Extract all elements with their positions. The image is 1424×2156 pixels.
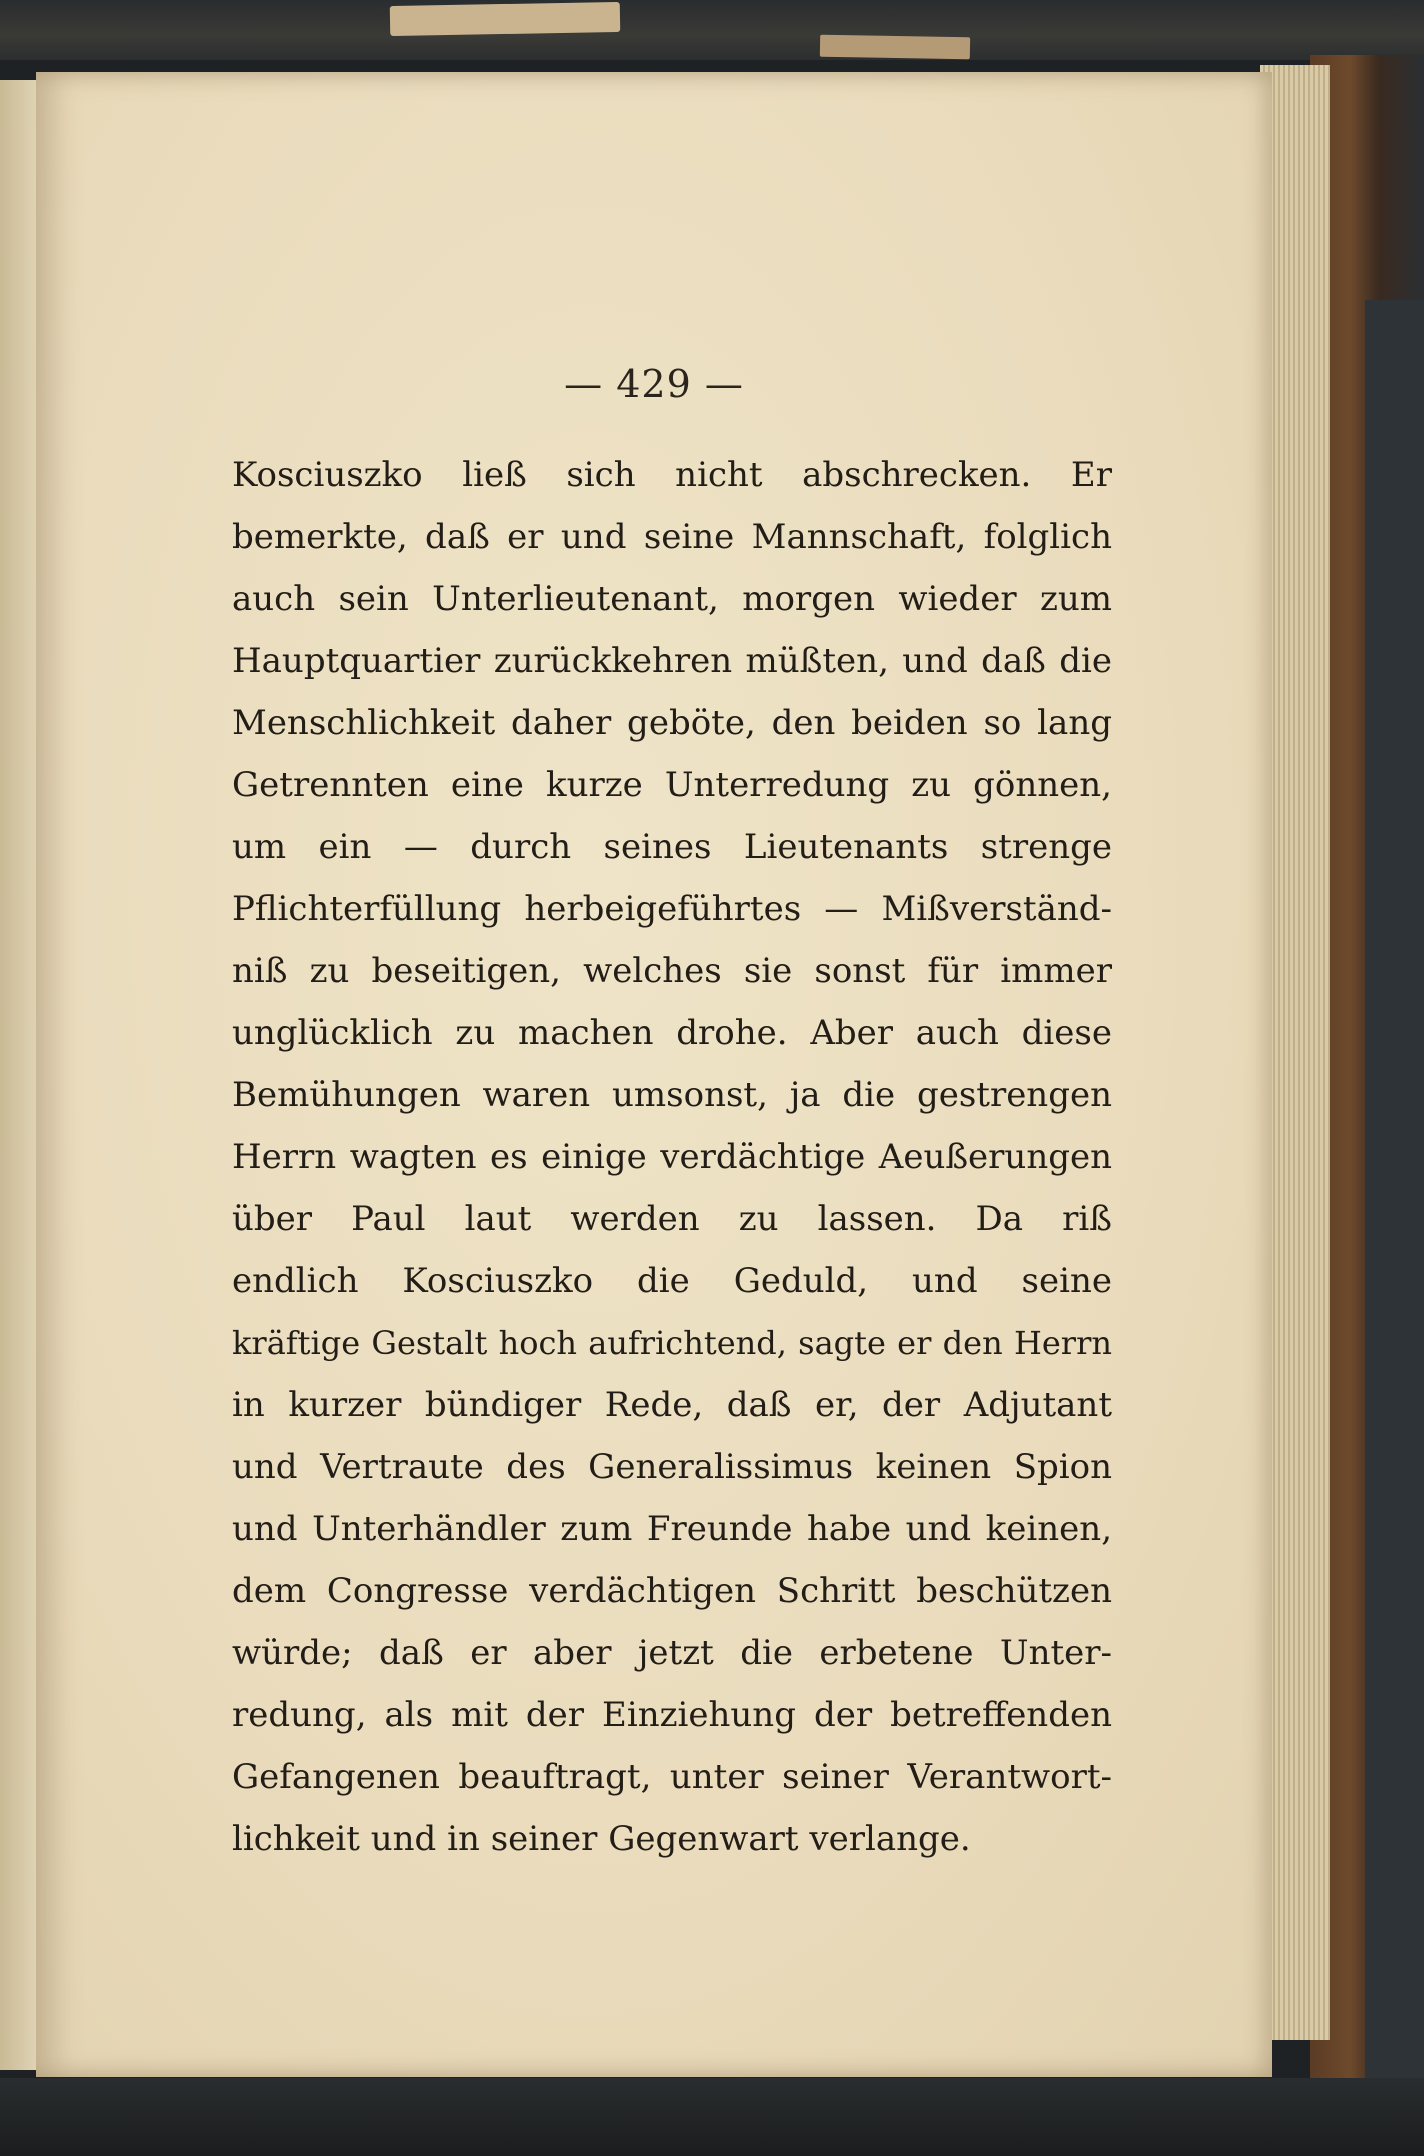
text-line: Pflichterfüllung herbeigeführtes — Mißverständ- <box>232 889 1112 929</box>
text-line: bemerkte, daß er und seine Mannschaft, folglich <box>232 517 1112 557</box>
page-number: — 429 — <box>564 362 744 406</box>
text-line: Getrennten eine kurze Unterredung zu gönnen, <box>232 765 1112 805</box>
text-line: Herrn wagten es einige verdächtige Aeußerungen <box>232 1137 1112 1177</box>
text-line: Bemühungen waren umsonst, ja die gestrengen <box>232 1075 1112 1115</box>
text-line: Kosciuszko ließ sich nicht abschrecken. Er <box>232 455 1112 495</box>
text-line: würde; daß er aber jetzt die erbetene Unter- <box>232 1633 1112 1673</box>
top-binding-edge <box>0 0 1424 60</box>
torn-paper-scrap <box>390 2 620 36</box>
text-line: und Vertraute des Generalissimus keinen Spion <box>232 1447 1112 1487</box>
text-line: unglücklich zu machen drohe. Aber auch diese <box>232 1013 1112 1053</box>
text-line: Menschlichkeit daher geböte, den beiden so lang <box>232 703 1112 743</box>
text-line: über Paul laut werden zu lassen. Da riß <box>232 1199 1112 1239</box>
text-line: endlich Kosciuszko die Geduld, und seine <box>232 1261 1112 1301</box>
text-line: niß zu beseitigen, welches sie sonst für immer <box>232 951 1112 991</box>
body-text <box>232 444 1112 1870</box>
text-line: kräftige Gestalt hoch aufrichtend, sagte er den Herrn <box>232 1324 1112 1362</box>
text-line: und Unterhändler zum Freunde habe und keinen, <box>232 1509 1112 1549</box>
text-line: um ein — durch seines Lieutenants strenge <box>232 827 1112 867</box>
text-line: lichkeit und in seiner Gegenwart verlange. <box>232 1819 971 1859</box>
torn-paper-scrap <box>820 35 970 60</box>
bottom-binding-edge <box>0 2078 1424 2156</box>
text-line: Hauptquartier zurückkehren müßten, und daß die <box>232 641 1112 681</box>
book-cover-cloth <box>1365 300 1424 2100</box>
text-line: redung, als mit der Einziehung der betreffenden <box>232 1695 1112 1735</box>
text-line: in kurzer bündiger Rede, daß er, der Adjutant <box>232 1385 1112 1425</box>
text-line: dem Congresse verdächtigen Schritt beschützen <box>232 1571 1112 1611</box>
text-line: Gefangenen beauftragt, unter seiner Verantwort- <box>232 1757 1112 1797</box>
book-page <box>36 72 1272 2077</box>
text-line: auch sein Unterlieutenant, morgen wieder zum <box>232 579 1112 619</box>
